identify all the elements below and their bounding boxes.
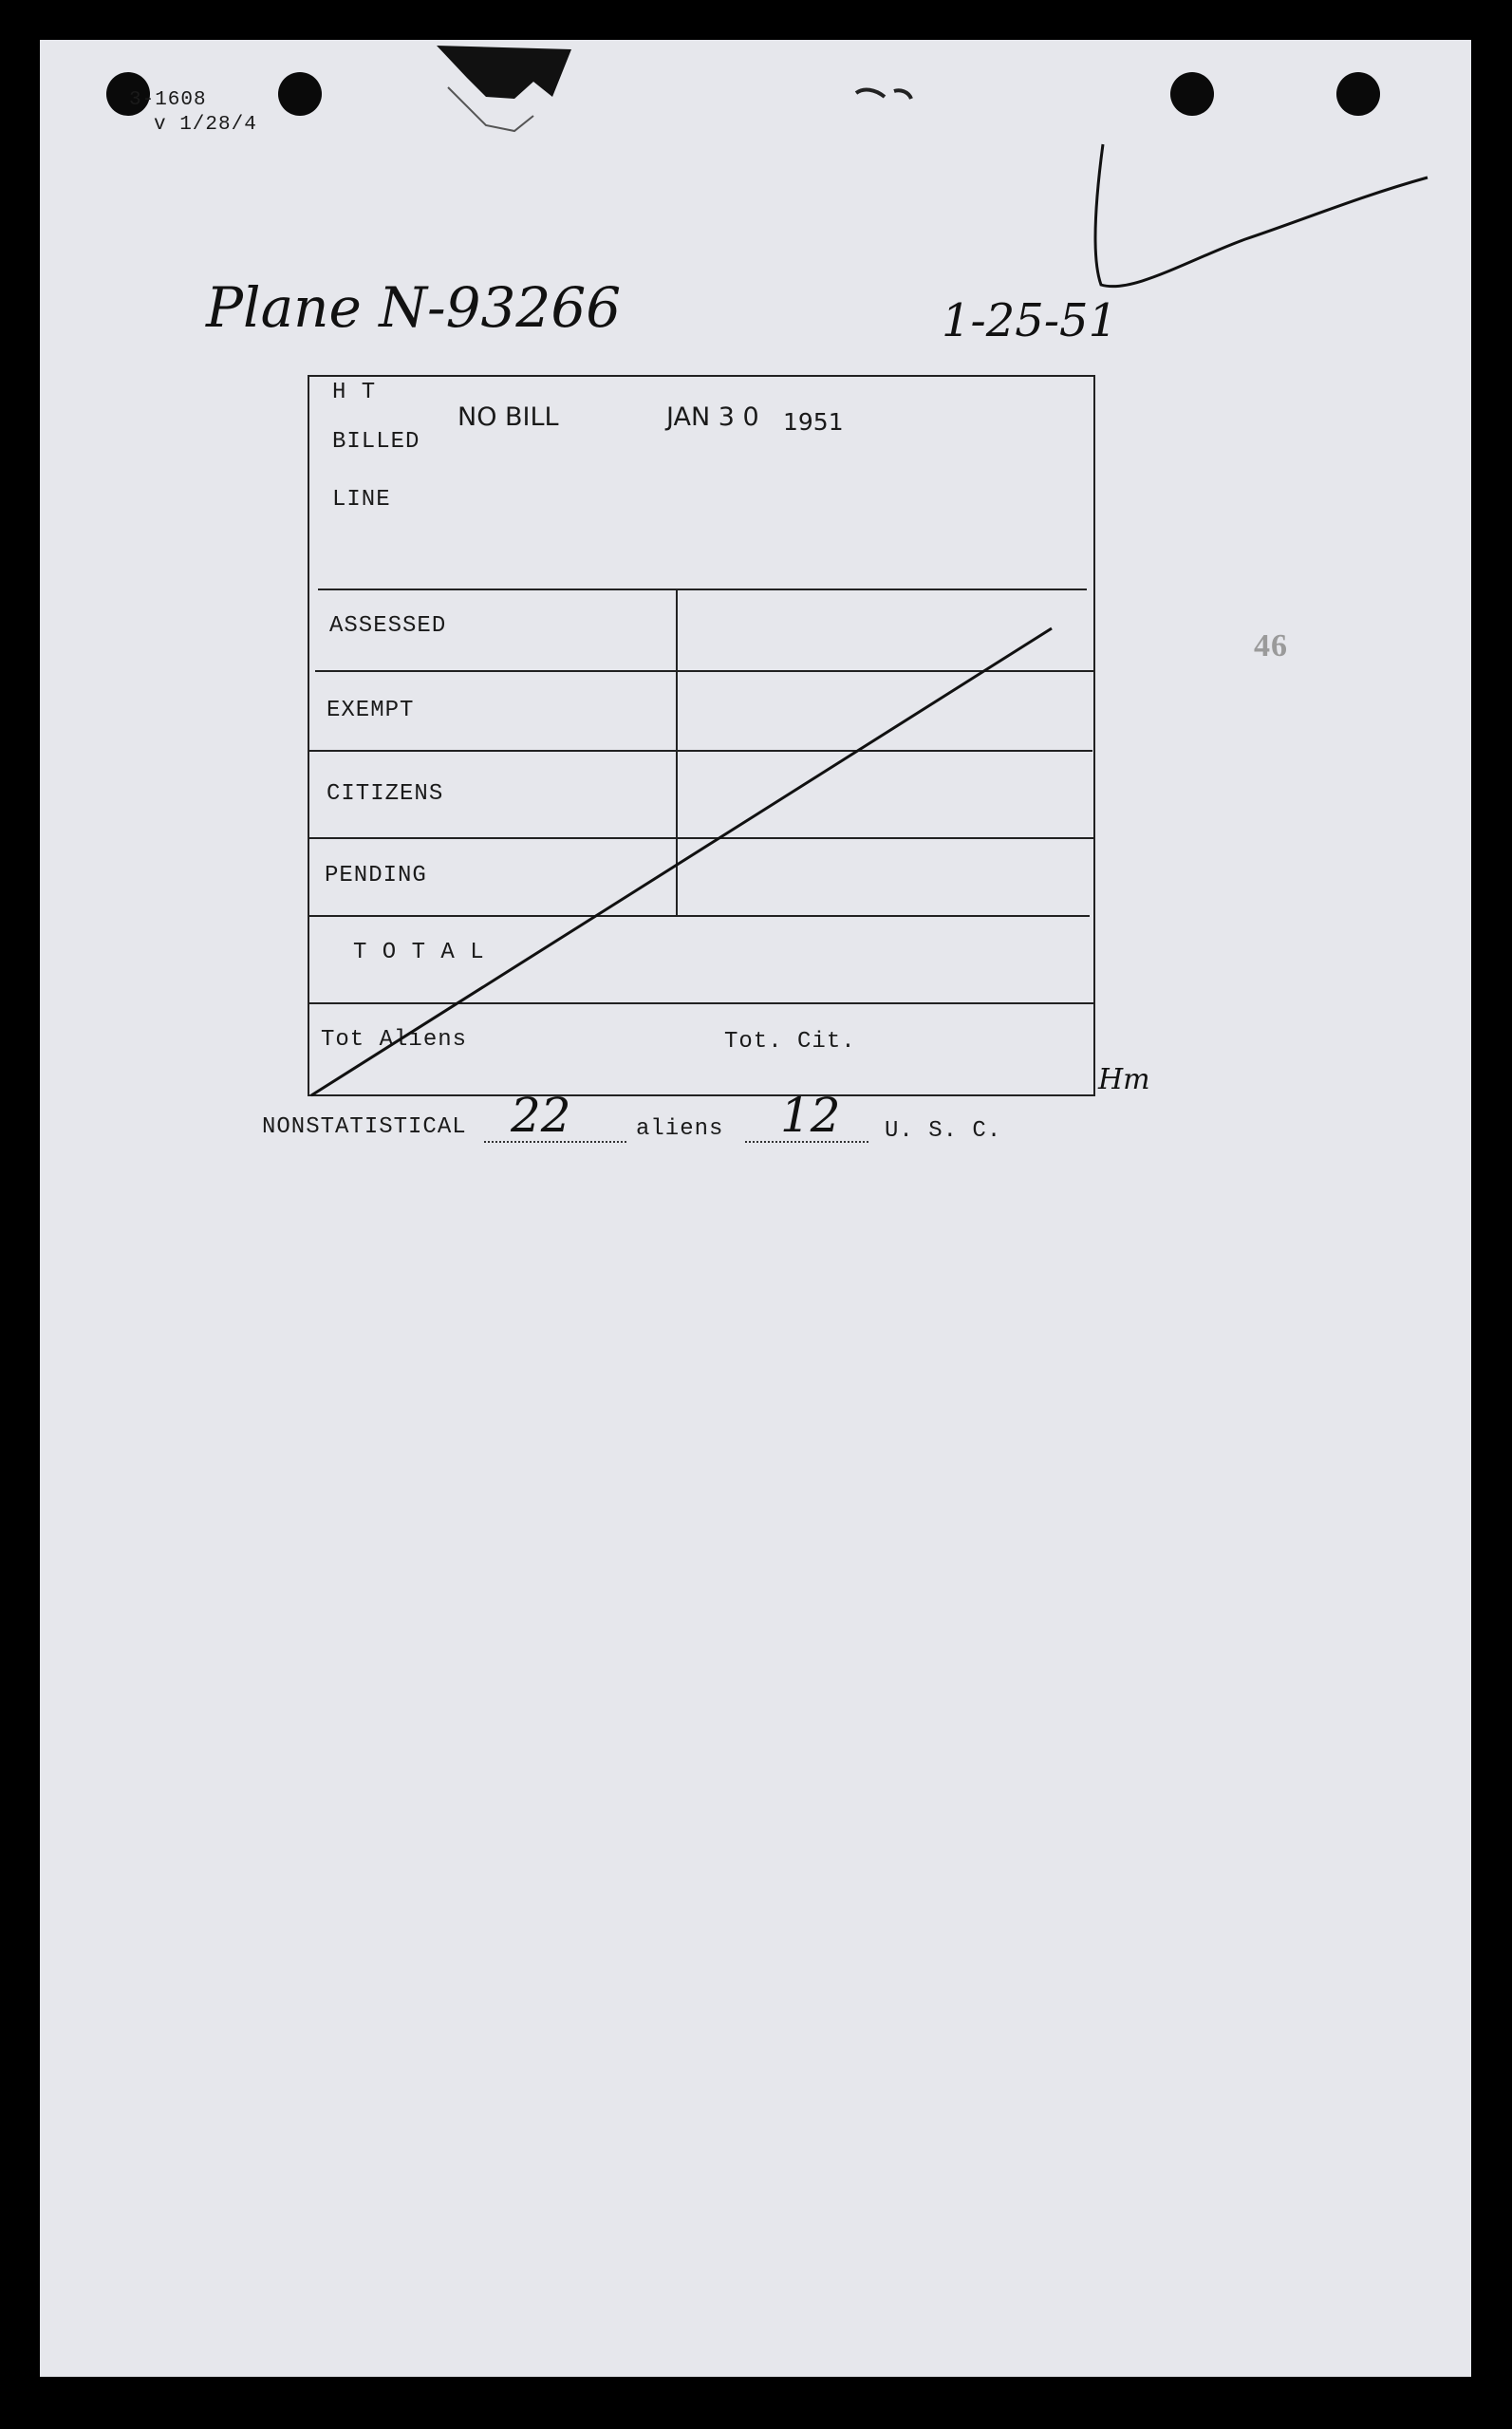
- handwritten-date: 1-25-51: [942, 294, 1118, 347]
- usc-label: U. S. C.: [885, 1118, 1002, 1144]
- tot-cit-label: Tot. Cit.: [724, 1029, 856, 1055]
- handwritten-usc-count: 12: [780, 1088, 841, 1143]
- page-number: 46: [1254, 628, 1288, 663]
- aliens-label: aliens: [636, 1116, 724, 1142]
- total-label: T O T A L: [353, 940, 485, 965]
- document-page: [40, 40, 1471, 2377]
- handwritten-aliens-count: 22: [511, 1088, 571, 1143]
- header-line-billed: BILLED: [332, 429, 420, 455]
- tot-aliens-label: Tot Aliens: [321, 1027, 468, 1053]
- row-label-pending: PENDING: [325, 863, 427, 888]
- row-label-assessed: ASSESSED: [329, 613, 447, 639]
- stamp-date-year: 1951: [783, 408, 844, 436]
- form-number: 3-1608: [129, 89, 207, 111]
- pen-marks: [40, 40, 1471, 2377]
- row-label-citizens: CITIZENS: [327, 781, 444, 807]
- check-mark: [1095, 144, 1428, 287]
- stamp-no-bill: NO BILL: [457, 402, 559, 432]
- form-revision: v 1/28/4: [154, 114, 257, 136]
- handwritten-plane-label: Plane N-93266: [206, 275, 622, 340]
- header-line-ht: H T: [332, 380, 377, 405]
- header-line-line: LINE: [332, 487, 391, 513]
- torn-corner: [437, 46, 571, 99]
- nonstatistical-label: NONSTATISTICAL: [262, 1114, 467, 1140]
- diagonal-strike-line: [311, 628, 1052, 1095]
- row-label-exempt: EXEMPT: [327, 698, 415, 723]
- ink-mark-top: [856, 90, 911, 99]
- stamp-date-month-day: JAN 3 0: [666, 402, 759, 432]
- handwritten-initials: Hm: [1098, 1063, 1150, 1096]
